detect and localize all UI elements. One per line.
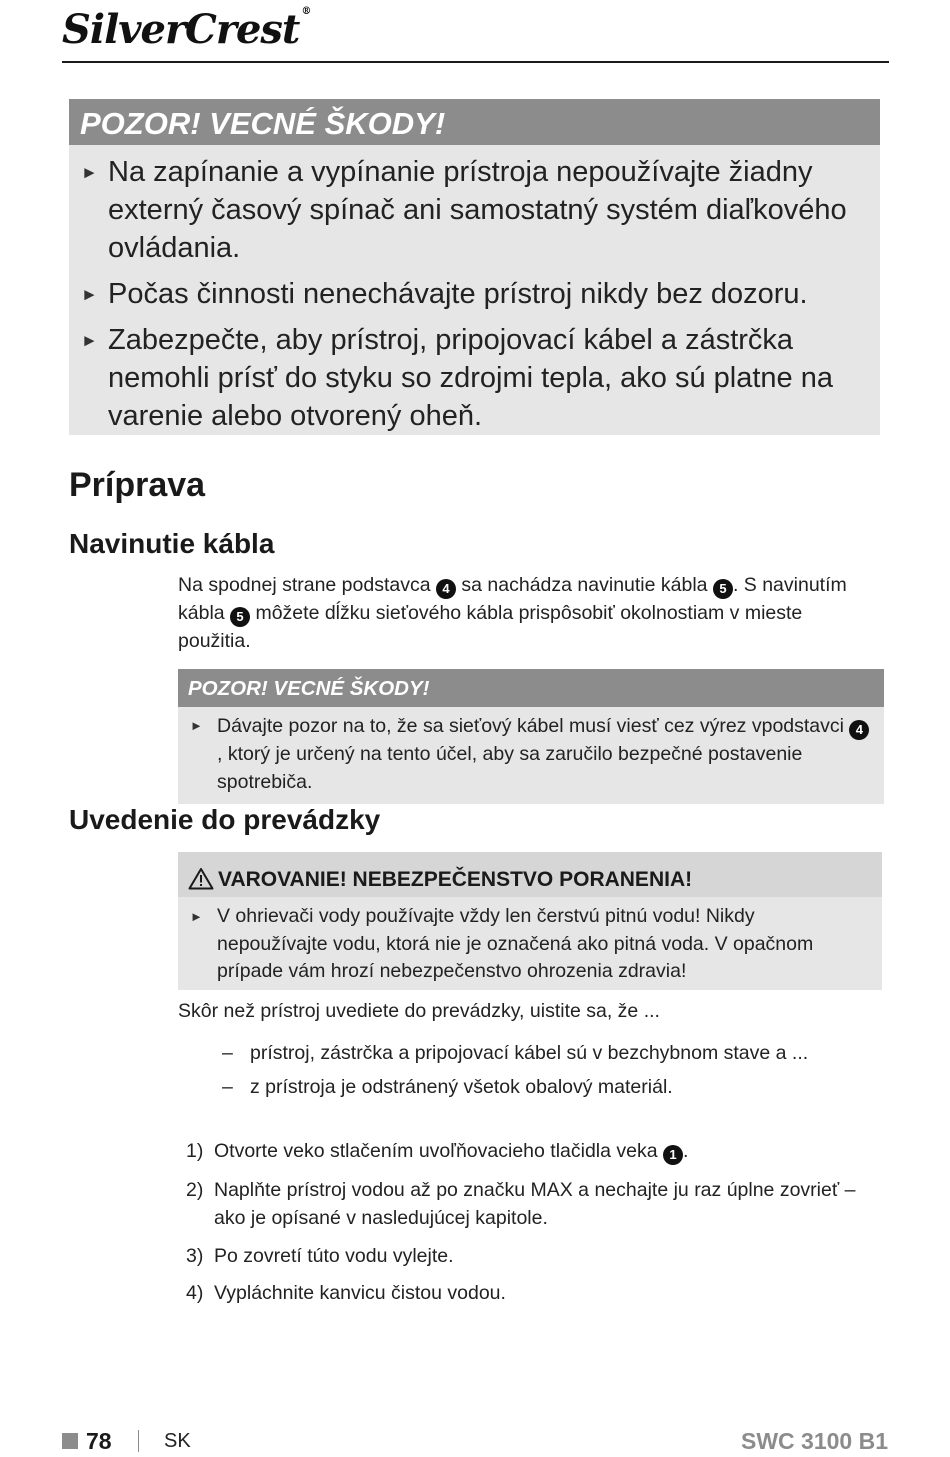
check-item: – z prístroja je odstránený všetok obalový materiál. [222, 1076, 673, 1098]
page-number: 78 [86, 1428, 112, 1454]
header-rule [62, 61, 889, 63]
arrow-bullet-icon: ► [190, 718, 203, 733]
warning-item: ► Dávajte pozor na to, že sa sieťový kábel musí viesť cez výrez vpodstavci 4, ktorý je určený na tento účel, aby sa zaručilo bezpečné postavenie spotrebiča. [188, 712, 872, 796]
step-item: 4) Vypláchnite kanvicu čistou vodou. [186, 1282, 506, 1304]
warning-box-main [69, 99, 880, 435]
warning-box-injury [178, 852, 882, 990]
check-item: – prístroj, zástrčka a pripojovací kábel sú v bezchybnom stave a ... [222, 1042, 809, 1064]
footer-square-icon [62, 1433, 78, 1449]
arrow-bullet-icon: ► [81, 331, 98, 350]
warning-triangle-icon [188, 867, 214, 890]
ref-number-badge: 5 [713, 579, 733, 599]
warning-title: POZOR! VECNÉ ŠKODY! [69, 99, 880, 145]
ref-number-badge: 4 [849, 720, 869, 740]
warning-box-cable [178, 669, 884, 804]
arrow-bullet-icon: ► [81, 285, 98, 304]
ref-number-badge: 1 [663, 1145, 683, 1165]
model-number: SWC 3100 B1 [740, 1428, 888, 1454]
startup-intro: Skôr než prístroj uvediete do prevádzky, uistite sa, že ... [178, 1000, 660, 1022]
language-code: SK [164, 1430, 191, 1452]
warning-item: ► Na zapínanie a vypínanie prístroja nepoužívajte žiadny externý časový spínač ani samostatný systém diaľkového ovládania. [81, 156, 847, 264]
cable-paragraph: Na spodnej strane podstavca 4 sa nachádza navinutie kábla 5 . S navinutím kábla 5 môžete dĺžku sieťového kábla prispôsobiť okolnostiam v mieste použitia. [178, 574, 847, 652]
brand-logo: SilverCrest ® [62, 6, 311, 53]
step-item: 1) Otvorte veko stlačením uvoľňovacieho tlačidla veka 1 . [186, 1137, 876, 1165]
arrow-bullet-icon: ► [81, 163, 98, 182]
arrow-bullet-icon: ► [190, 909, 203, 924]
warning-item: ► V ohrievači vody používajte vždy len čerstvú pitnú vodu! Nikdy nepoužívajte vodu, ktorá nie je označená ako pitná voda. V opačnom prípade vám hrozí nebezpečenstvo ohrozenia zdravia! [190, 905, 814, 982]
warning-item: ► Zabezpečte, aby prístroj, pripojovací kábel a zástrčka nemohli prísť do styku so zdrojmi tepla, ako sú platne na varenie alebo otvorený oheň. [81, 324, 833, 432]
warning-title: POZOR! VECNÉ ŠKODY! [178, 669, 884, 707]
warning-title: VAROVANIE! NEBEZPEČENSTVO PORANENIA! [178, 852, 882, 897]
step-item: 3) Po zovretí túto vodu vylejte. [186, 1245, 454, 1267]
subsection-title-startup: Uvedenie do prevádzky [69, 804, 381, 835]
subsection-title-cable: Navinutie kábla [69, 528, 275, 559]
ref-number-badge: 5 [230, 607, 250, 627]
section-title: Príprava [69, 466, 206, 504]
ref-number-badge: 4 [436, 579, 456, 599]
step-item: 2) Naplňte prístroj vodou až po značku MAX a nechajte ju raz úplne zovrieť – ako je opísané v nasledujúcej kapitole. [186, 1179, 856, 1229]
warning-item: ► Počas činnosti nenechávajte prístroj nikdy bez dozoru. [79, 275, 860, 313]
footer-divider [138, 1430, 139, 1452]
